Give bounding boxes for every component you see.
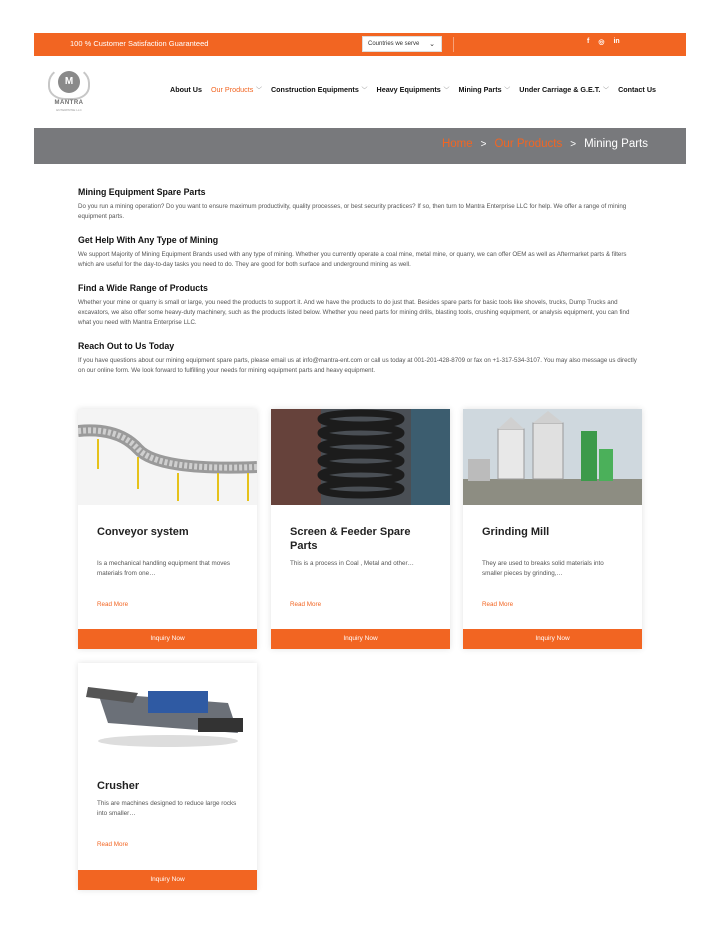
inquiry-now-button[interactable]: Inquiry Now xyxy=(463,629,642,649)
crusher-image[interactable] xyxy=(78,663,257,759)
product-card-screen-feeder xyxy=(271,409,450,649)
spring-image[interactable] xyxy=(271,409,450,505)
facebook-icon[interactable]: f xyxy=(587,38,590,45)
nav-label: Our Products xyxy=(210,85,254,94)
product-card-grinding-mill xyxy=(463,409,642,649)
main-content xyxy=(78,187,644,389)
breadcrumb xyxy=(442,138,648,150)
section-body: We support Majority of Mining Equipment Brands used with any type of mining. Whether you currently operate a coal mine, metal mine, or quarry, we can offer OEM as well as Aftermarket parts & filters which are useful for the day-to-day tasks you need to do. They are good for both surface and underground mining as well. xyxy=(78,251,627,268)
chevron-down-icon: ﹀ xyxy=(359,88,368,94)
breadcrumb-current: Mining Parts xyxy=(584,138,648,150)
section-wide-range xyxy=(78,283,644,328)
product-card-conveyor xyxy=(78,409,257,649)
section-body: Whether your mine or quarry is small or large, you need the products to support it. And we have the products to do just that. Besides spare parts for basic tools like shovels, trucks, Dump Trucks and excavators, we also offer some heavy-duty machinery, such as the products listed below. Whether you need parts for mining drills, blasting tools, crushing equipment, or analysis equipment, you can find what you need with Mantra Enterprise LLC. xyxy=(78,299,630,326)
main-nav xyxy=(170,85,656,94)
breadcrumb-our-products[interactable]: Our Products xyxy=(494,138,563,150)
logo-name: MANTRA xyxy=(54,100,84,106)
card-title[interactable]: Grinding Mill xyxy=(482,526,550,538)
logo-subtitle: ENTERPRISE LLC xyxy=(56,108,82,112)
chevron-down-icon: ﹀ xyxy=(502,88,511,94)
section-heading: Mining Equipment Spare Parts xyxy=(78,187,206,197)
chevron-down-icon: ⌄ xyxy=(429,41,435,48)
chevron-right-icon: > xyxy=(570,138,577,150)
section-body: If you have questions about our mining equipment spare parts, please email us at info@mantra-ent.com or call us today at 001-201-428-8709 or fax on +1-317-534-3107. You may also message us directly on our online form. We look forward to fulfilling your needs for mining equipment parts and heavy equipment. xyxy=(78,357,637,374)
breadcrumb-home[interactable]: Home xyxy=(441,138,473,150)
logo-emblem: M xyxy=(58,71,80,93)
card-description: This is a process in Coal , Metal and other… xyxy=(290,560,414,567)
countries-select[interactable] xyxy=(362,36,442,52)
nav-label: Construction Equipments xyxy=(270,85,359,94)
chevron-right-icon: > xyxy=(480,138,487,150)
page-banner xyxy=(34,128,686,164)
nav-label: Mining Parts xyxy=(458,85,502,94)
nav-about-us[interactable] xyxy=(170,85,202,94)
product-card-crusher xyxy=(78,663,257,890)
section-spare-parts xyxy=(78,187,644,222)
instagram-icon[interactable]: ◎ xyxy=(598,39,605,46)
linkedin-icon[interactable]: in xyxy=(613,38,620,45)
nav-contact-us[interactable] xyxy=(618,85,656,94)
nav-under-carriage[interactable] xyxy=(519,85,609,94)
nav-mining-parts[interactable] xyxy=(458,85,510,94)
logo[interactable] xyxy=(44,66,94,116)
read-more-link[interactable]: Read More xyxy=(482,601,514,608)
divider xyxy=(453,37,454,52)
chevron-down-icon: ﹀ xyxy=(254,88,262,94)
social-links xyxy=(587,38,620,46)
nav-label: Contact Us xyxy=(618,85,657,94)
section-heading: Get Help With Any Type of Mining xyxy=(78,235,219,245)
card-description: Is a mechanical handling equipment that moves materials from one… xyxy=(97,560,231,577)
card-title[interactable]: Conveyor system xyxy=(97,526,189,538)
section-any-type xyxy=(78,235,644,270)
top-bar xyxy=(34,33,686,56)
read-more-link[interactable]: Read More xyxy=(97,601,129,608)
nav-construction-equipments[interactable] xyxy=(271,85,368,94)
tagline: 100 % Customer Satisfaction Guaranteed xyxy=(70,39,209,48)
nav-label: About Us xyxy=(170,85,202,94)
inquiry-now-button[interactable]: Inquiry Now xyxy=(271,629,450,649)
grinding-mill-image[interactable] xyxy=(463,409,642,505)
inquiry-now-button[interactable]: Inquiry Now xyxy=(78,629,257,649)
section-heading: Find a Wide Range of Products xyxy=(78,283,208,293)
section-body: Do you run a mining operation? Do you want to ensure maximum productivity, quality processes, or best security practices? If so, then turn to Mantra Enterprise LLC for help. We offer a range of mining equipment parts. xyxy=(78,203,627,220)
card-description: They are used to breaks solid materials into smaller pieces by grinding,… xyxy=(482,560,604,577)
chevron-down-icon: ﹀ xyxy=(601,88,610,94)
conveyor-image[interactable] xyxy=(78,409,257,505)
card-title[interactable]: Crusher xyxy=(97,780,140,792)
nav-label: Under Carriage & G.E.T. xyxy=(519,85,601,94)
section-heading: Reach Out to Us Today xyxy=(78,341,175,351)
read-more-link[interactable]: Read More xyxy=(290,601,322,608)
nav-label: Heavy Equipments xyxy=(376,85,441,94)
section-reach-out xyxy=(78,341,644,376)
nav-our-products[interactable] xyxy=(211,85,262,94)
countries-select-label: Countries we serve xyxy=(368,41,420,47)
card-description: This are machines designed to reduce large rocks into smaller… xyxy=(97,800,237,817)
read-more-link[interactable]: Read More xyxy=(97,841,129,848)
chevron-down-icon: ﹀ xyxy=(441,88,450,94)
inquiry-now-button[interactable]: Inquiry Now xyxy=(78,870,257,890)
card-title[interactable]: Screen & Feeder Spare Parts xyxy=(290,526,411,552)
nav-heavy-equipments[interactable] xyxy=(377,85,450,94)
